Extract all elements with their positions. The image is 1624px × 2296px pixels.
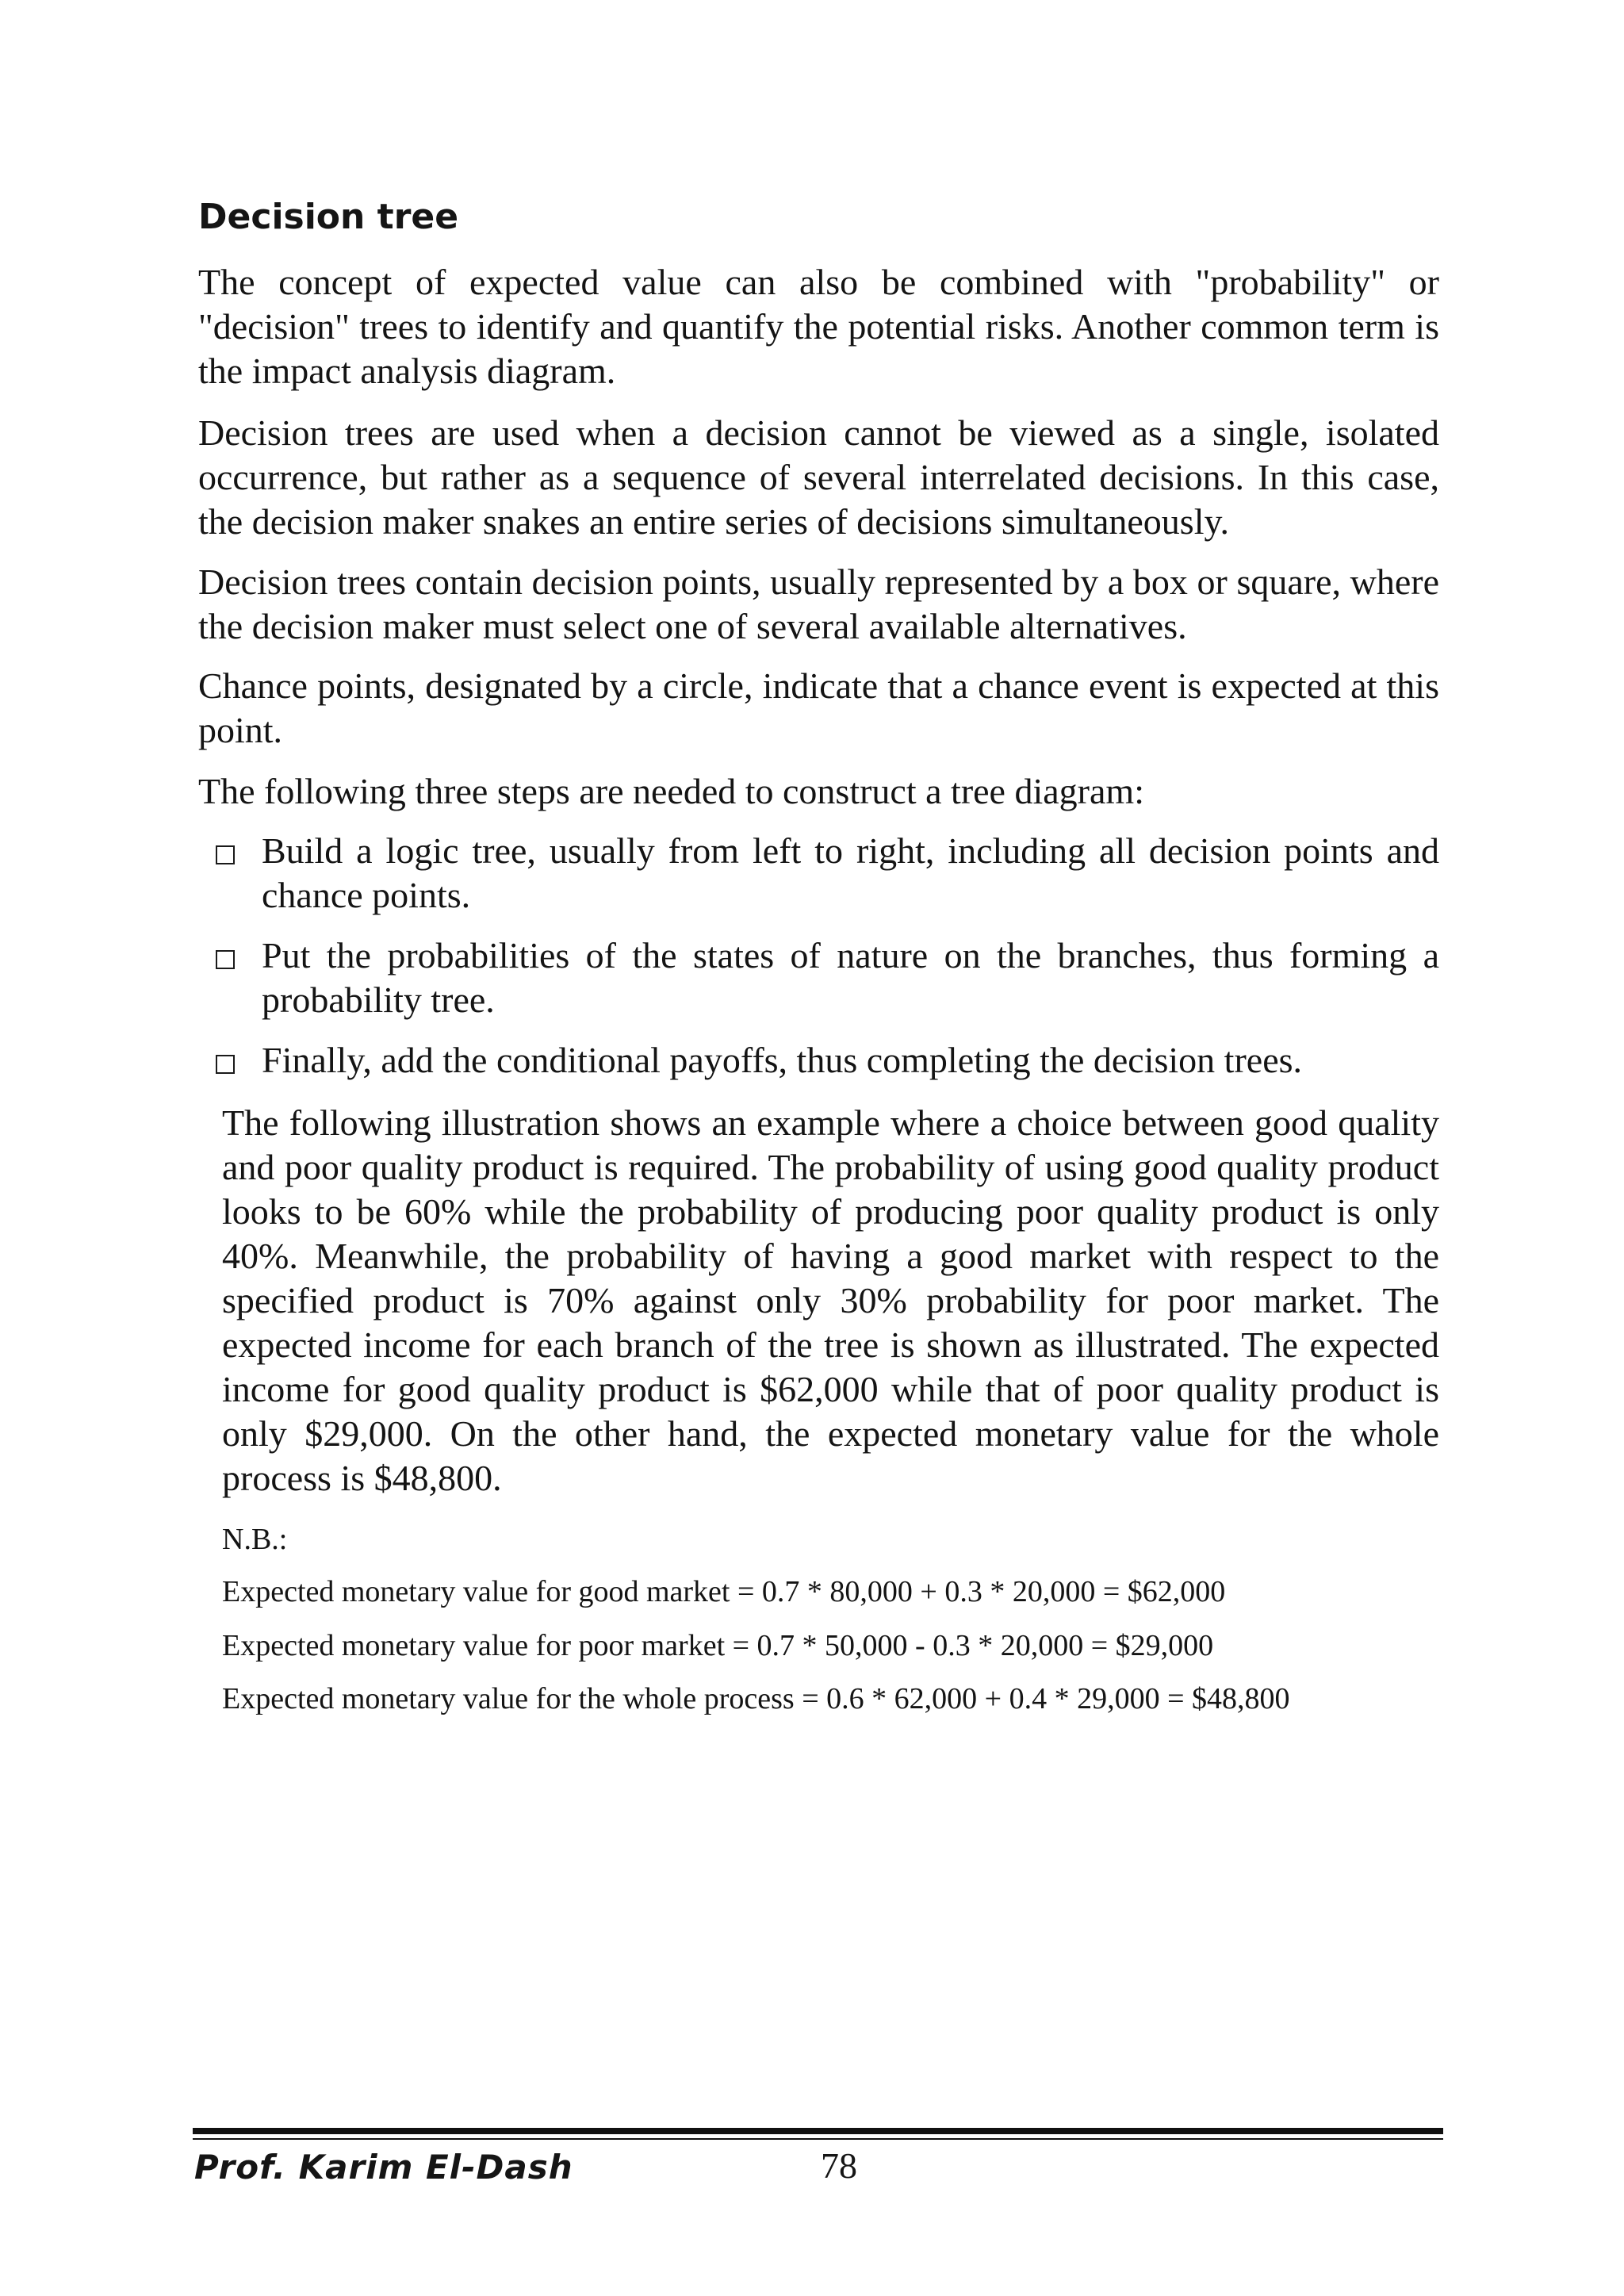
paragraph-steps-intro: The following three steps are needed to construct a tree diagram:	[198, 771, 1144, 811]
list-item	[198, 1038, 1439, 1083]
nb-line-poor-market: Expected monetary value for poor market = 0.7 * 50,000 - 0.3 * 20,000 = $29,000	[222, 1629, 1214, 1662]
nb-line-good-market: Expected monetary value for good market = 0.7 * 80,000 + 0.3 * 20,000 = $62,000	[222, 1575, 1226, 1608]
list-item-text: Put the probabilities of the states of nature on the branches, thus forming a probability tree.	[262, 935, 1439, 1020]
section-heading: Decision tree	[198, 197, 459, 237]
steps-list	[198, 829, 1439, 1098]
list-item-text: Finally, add the conditional payoffs, thus completing the decision trees.	[262, 1040, 1303, 1080]
paragraph-decision-points: Decision trees contain decision points, usually represented by a box or square, where the decision maker must select one of several available alternatives.	[198, 562, 1439, 646]
checkbox-square-icon	[216, 845, 235, 864]
nb-line-whole-process: Expected monetary value for the whole process = 0.6 * 62,000 + 0.4 * 29,000 = $48,800	[222, 1682, 1290, 1715]
list-item-text: Build a logic tree, usually from left to right, including all decision points and chance points.	[262, 830, 1439, 915]
illustration-paragraph: The following illustration shows an example where a choice between good quality and poor quality product is required. The probability of using good quality product looks to be 60% while the probability of producing poor quality product is only 40%. Meanwhile, the probability of having a good market with respect to the specified product is 70% against only 30% probability for poor market. The expected income for each branch of the tree is shown as illustrated. The expected income for good quality product is $62,000 while that of poor quality product is only $29,000. On the other hand, the expected monetary value for the whole process is $48,800.	[222, 1102, 1439, 1498]
footer-rule-thick	[193, 2128, 1443, 2134]
list-item	[198, 933, 1439, 1022]
paragraph-expected-value: The concept of expected value can also be combined with "probability" or "decision" trees to identify and quantify the potential risks. Another common term is the impact analysis diagram.	[198, 262, 1439, 391]
checkbox-square-icon	[216, 950, 235, 969]
page-number: 78	[821, 2145, 857, 2186]
paragraph-decision-trees-sequence: Decision trees are used when a decision cannot be viewed as a single, isolated occurrence, but rather as a sequence of several interrelated decisions. In this case, the decision maker snakes an entire series of decisions simultaneously.	[198, 412, 1439, 542]
checkbox-square-icon	[216, 1055, 235, 1074]
nb-label: N.B.:	[222, 1523, 288, 1556]
footer-author: Prof. Karim El-Dash	[194, 2148, 573, 2187]
paragraph-chance-points: Chance points, designated by a circle, indicate that a chance event is expected at this point.	[198, 665, 1439, 750]
footer-rule-thin	[193, 2138, 1443, 2140]
list-item	[198, 829, 1439, 918]
